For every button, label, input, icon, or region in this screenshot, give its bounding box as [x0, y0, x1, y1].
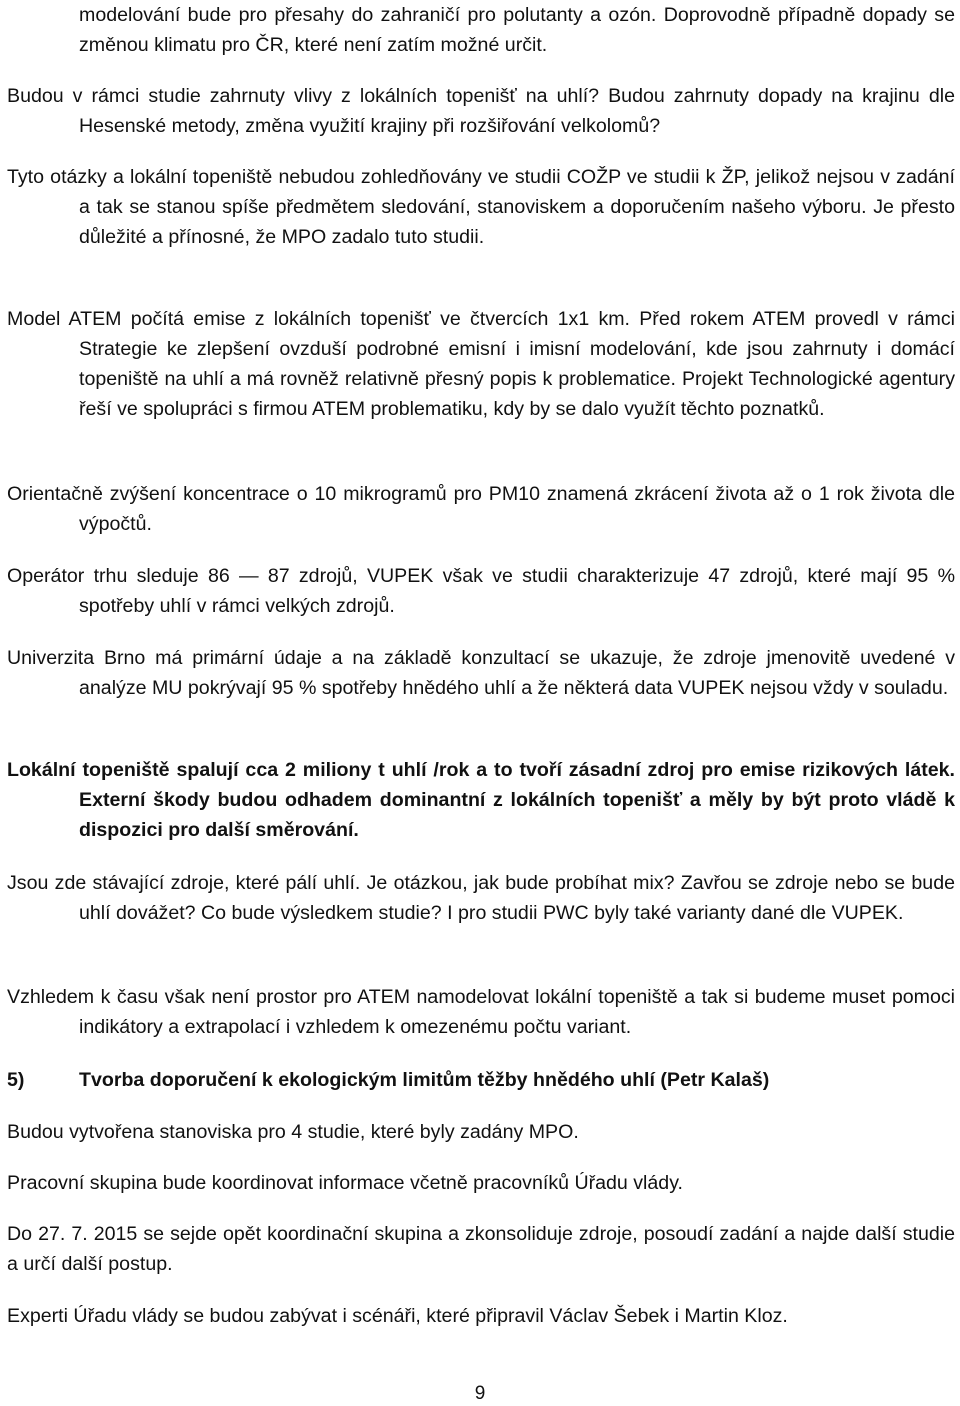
paragraph-atem-model: Model ATEM počítá emise z lokálních topenišť ve čtvercích 1x1 km. Před rokem ATEM provedl v rámci Strategie ke zlepšení ovzduší podrobné emisní i imisní modelování, kde jsou zahrnuty i domácí topeniště na uhlí a má rovněž relativně přesný popis k problematice. Projekt Technologické agentury řeší ve spolupráci s firmou ATEM problematiku, kdy by se dalo využít těchto poznatků. [7, 308, 955, 420]
paragraph-atem-time-constraint: Vzhledem k času však není prostor pro ATEM namodelovat lokální topeniště a tak si budeme muset pomoci indikátory a extrapolací i vzhledem k omezenému počtu variant. [7, 986, 955, 1038]
paragraph-stances-studies: Budou vytvořena stanoviska pro 4 studie, které byly zadány MPO. [7, 1121, 579, 1143]
paragraph-government-experts: Experti Úřadu vlády se budou zabývat i scénáři, které připravil Václav Šebek i Martin Kloz. [7, 1305, 788, 1327]
paragraph-working-group: Pracovní skupina bude koordinovat informace včetně pracovníků Úřadu vlády. [7, 1172, 683, 1194]
paragraph-pm10-concentration: Orientačně zvýšení koncentrace o 10 mikrogramů pro PM10 znamená zkrácení života až o 1 rok života dle výpočtů. [7, 483, 955, 535]
paragraph-market-operator: Operátor trhu sleduje 86 — 87 zdrojů, VUPEK však ve studii charakterizuje 47 zdrojů, které mají 95 % spotřeby uhlí v rámci velkých zdrojů. [7, 565, 955, 617]
section-number: 5) [7, 1069, 25, 1091]
section-title: Tvorba doporučení k ekologickým limitům těžby hnědého uhlí (Petr Kalaš) [79, 1069, 770, 1091]
paragraph-coordination-meeting: Do 27. 7. 2015 se sejde opět koordinační skupina a zkonsoliduje zdroje, posoudí zadání a najde další studie a určí další postup. [7, 1223, 955, 1275]
page-number: 9 [474, 1383, 486, 1404]
paragraph-question-local-heating: Budou v rámci studie zahrnuty vlivy z lokálních topenišť na uhlí? Budou zahrnuty dopady na krajinu dle Hesenské metody, změna využití krajiny při rozšiřování velkolomů? [7, 85, 955, 137]
paragraph-local-heating-emissions: Lokální topeniště spalují cca 2 miliony t uhlí /rok a to tvoří zásadní zdroj pro emise rizikových látek. Externí škody budou odhadem dominantní z lokálních topenišť a měly by být proto vládě k dispozici pro další směrování. [7, 759, 955, 841]
section-heading [7, 1065, 955, 1095]
paragraph-existing-sources: Jsou zde stávající zdroje, které pálí uhlí. Je otázkou, jak bude probíhat mix? Zavřou se zdroje nebo se bude uhlí dovážet? Co bude výsledkem studie? I pro studii PWC byly také varianty dané dle VUPEK. [7, 872, 955, 924]
paragraph-answer-cozp-study: Tyto otázky a lokální topeniště nebudou zohledňovány ve studii COŽP ve studii k ŽP, jelikož nejsou v zadání a tak se stanou spíše předmětem sledování, stanoviskem a doporučením našeho výboru. Je přesto důležité a přínosné, že MPO zadalo tuto studii. [7, 166, 955, 248]
paragraph-brno-university: Univerzita Brno má primární údaje a na základě konzultací se ukazuje, že zdroje jmenovitě uvedené v analýze MU pokrývají 95 % spotřeby hnědého uhlí a že některá data VUPEK nejsou vždy v souladu. [7, 647, 955, 699]
paragraph-continuation: modelování bude pro přesahy do zahraničí pro polutanty a ozón. Doprovodně případně dopady se změnou klimatu pro ČR, které není zatím možné určit. [79, 4, 955, 56]
